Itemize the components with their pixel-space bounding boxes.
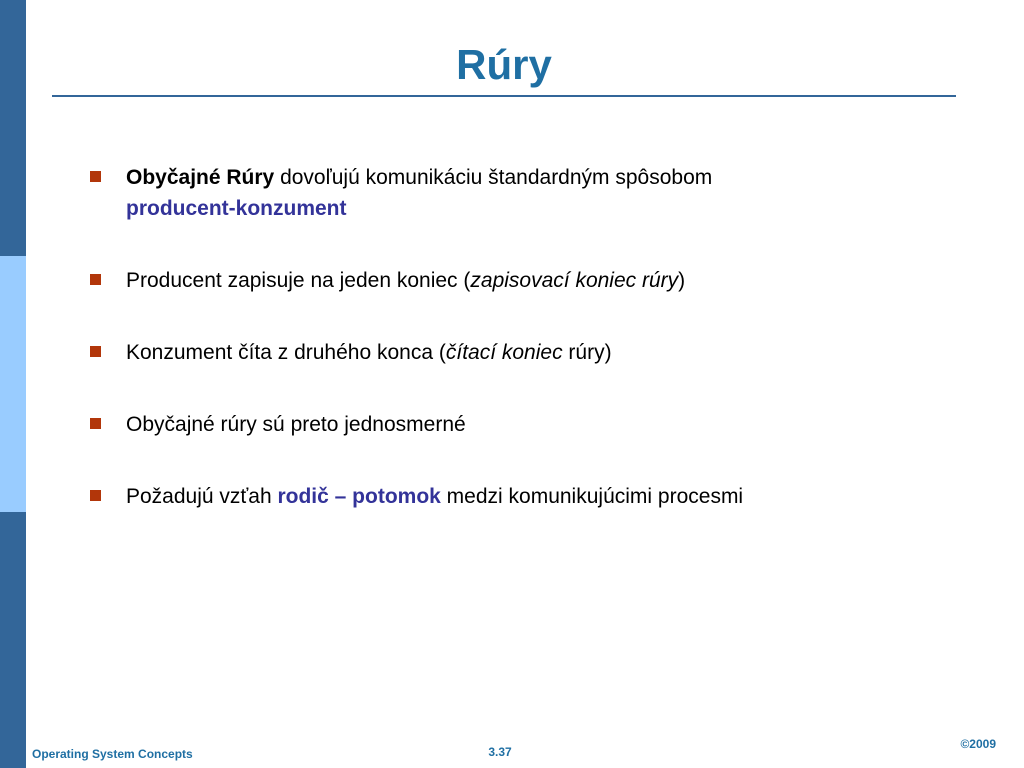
square-bullet-icon bbox=[90, 171, 101, 182]
bullet-item-2 bbox=[90, 265, 950, 296]
square-bullet-icon bbox=[90, 490, 101, 501]
bullet-3-post: rúry) bbox=[562, 341, 612, 364]
bullet-5-pre: Požadujú vzťah bbox=[126, 485, 278, 508]
bullet-item-1 bbox=[90, 162, 950, 224]
bullet-2-post: ) bbox=[678, 269, 686, 292]
bullet-1-bold-lead: Obyčajné Rúry bbox=[126, 166, 275, 189]
bullet-1-accent: producent-konzument bbox=[126, 197, 347, 220]
square-bullet-icon bbox=[90, 274, 101, 285]
bullet-item-3 bbox=[90, 337, 950, 368]
bullet-item-5 bbox=[90, 481, 950, 512]
footer-book-title: Operating System Concepts bbox=[32, 747, 193, 761]
bullet-5-accent: rodič – potomok bbox=[277, 485, 441, 508]
bullet-5-post: medzi komunikujúcimi procesmi bbox=[440, 485, 744, 508]
bullet-2-pre: Producent zapisuje na jeden koniec ( bbox=[126, 269, 471, 292]
left-accent-bar bbox=[0, 0, 26, 768]
bullet-4-text: Obyčajné rúry sú preto jednosmerné bbox=[126, 413, 466, 436]
bullet-3-italic: čítací koniec bbox=[445, 341, 563, 364]
slide-title: Rúry bbox=[456, 41, 552, 88]
accent-bar-bottom-segment bbox=[0, 512, 26, 768]
bullet-list bbox=[90, 162, 950, 553]
accent-bar-top-segment bbox=[0, 0, 26, 256]
bullet-3-pre: Konzument číta z druhého konca ( bbox=[126, 341, 446, 364]
title-divider bbox=[52, 95, 956, 97]
bullet-1-text: dovoľujú komunikáciu štandardným spôsobom bbox=[274, 166, 713, 189]
footer-page-number: 3.37 bbox=[488, 745, 512, 759]
square-bullet-icon bbox=[90, 418, 101, 429]
footer-copyright: ©2009 bbox=[960, 737, 996, 751]
square-bullet-icon bbox=[90, 346, 101, 357]
accent-bar-middle-segment bbox=[0, 256, 26, 512]
bullet-2-italic: zapisovací koniec rúry bbox=[470, 269, 679, 292]
bullet-item-4 bbox=[90, 409, 950, 440]
